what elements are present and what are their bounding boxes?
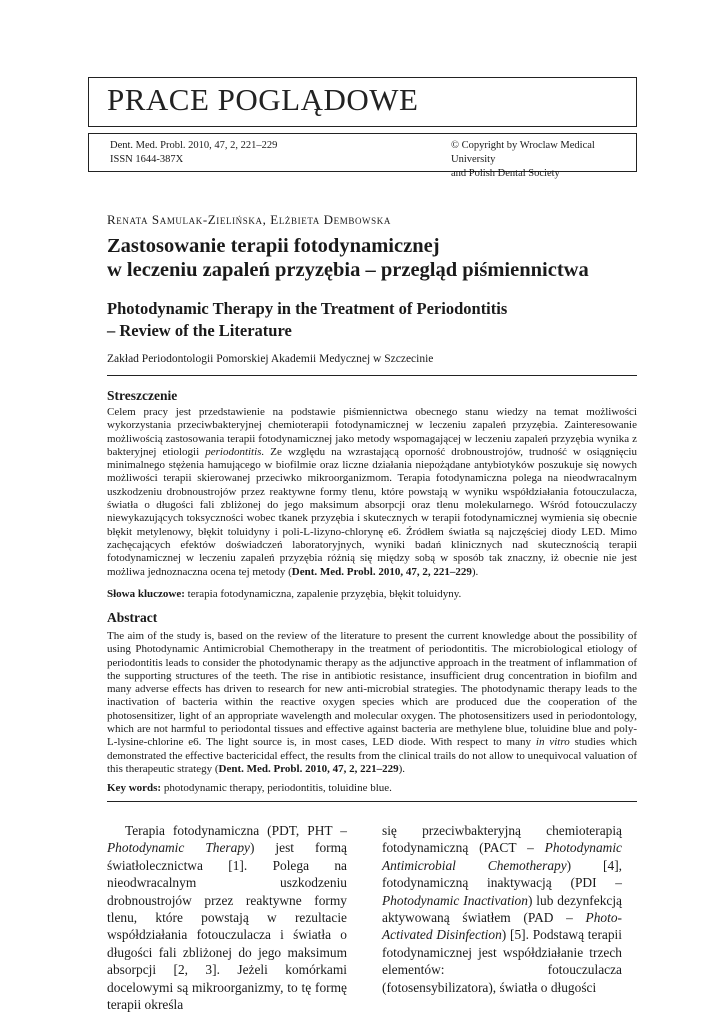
body-right-italic-2: Photodynamic Inactivation <box>382 892 528 908</box>
title-pl-line-1: Zastosowanie terapii fotodynamicznej <box>107 235 440 257</box>
abstract-end: ). <box>398 762 405 775</box>
streszczenie-text <box>107 406 637 579</box>
abstract-text <box>107 630 637 776</box>
article-title-polish <box>107 234 667 282</box>
title-en-line-2: – Review of the Literature <box>107 321 292 340</box>
copyright-info <box>451 139 636 181</box>
authors: Renata Samulak-Zielińska, Elżbieta Dembowska <box>107 212 391 227</box>
abstract-part-b: studies which demonstrated the effective bactericidal effect, the results from the clinical trails do not allow to unequivocal valuation of this therapeutic strategy ( <box>107 736 637 775</box>
section-title: PRACE POGLĄDOWE <box>107 82 419 117</box>
title-pl-line-2: w leczeniu zapaleń przyzębia – przegląd piśmiennictwa <box>107 259 589 281</box>
abstract-keywords <box>107 782 637 795</box>
copyright-line-2: and Polish Dental Society <box>451 168 560 179</box>
article-title-english <box>107 298 667 342</box>
body-right-italic-1: Photodynamic Antimicrobial Chemotherapy <box>382 840 622 873</box>
abstract-citation: Dent. Med. Probl. 2010, 47, 2, 221–229 <box>218 762 399 775</box>
streszczenie-italic: periodontitis. <box>205 445 265 458</box>
body-left-b: ) jest formą światłolecznictwa [1]. Polega na nieodwracalnym uszkodzeniu drobnoustrojów przez reaktywne formy tlenu, które powstają w rezultacie współdziałania fotouczulacza i światła o długości fali zbliżonej do jego maksimum absorpcji [2, 3]. Jeżeli komórkami docelowymi są mikroorganizmy, to tę formę terapii określa <box>107 840 347 1013</box>
body-right-d: ) [5]. Podstawą terapii fotodynamicznej jest współdziałanie trzech elementów: fotouczulacza (fotosensybilizatora), światła o długości <box>382 927 622 995</box>
body-right-c: ) lub dezynfekcją aktywowaną światłem (PAD – <box>382 892 622 926</box>
copyright-line-1: © Copyright by Wroclaw Medical University <box>451 140 595 165</box>
abstract-heading: Abstract <box>107 610 158 625</box>
issn: ISSN 1644-387X <box>110 154 184 165</box>
streszczenie-heading: Streszczenie <box>107 388 178 403</box>
keywords-label-pl: Słowa kluczowe: <box>107 588 185 600</box>
abstract-part-a: The aim of the study is, based on the review of the literature to present the current knowledge about the possibility of using Photodynamic Antimicrobial Chemotherapy in the treatment of periodontitis. The microbiological etiology of periodontitis leads to consider the photodynamic therapy as the adjunctive approach in the treatment of inflammation of the supporting structures of the teeth. The rise in antibiotic resistance, insufficient drug concentration in biofilm and many adverse effects has driven to research for new anti-microbial strategies. The photodynamic therapy leads to the inactivation of bacteria within the reactive oxygen species which are produced due the cooperation of the photosensitizer, light of an appropriate wavelength and molecular oxygen. The photosensitizers used in periodontology, which are not harmful to periodontal tissues and effective against bacteria are methylene blue, toluidine blue and poly-L-lysine-chlorine e6. The light source is, in most cases, LED diode. With respect to many <box>107 630 637 749</box>
keywords-pl: terapia fotodynamiczna, zapalenie przyzębia, błękit toluidyny. <box>184 588 462 600</box>
body-right-a: się przeciwbakteryjną chemioterapią fotodynamiczną (PACT – <box>382 823 622 856</box>
journal-citation: Dent. Med. Probl. 2010, 47, 2, 221–229 <box>110 140 278 151</box>
abstract-italic: in vitro <box>535 736 570 749</box>
streszczenie-end: ). <box>471 565 479 578</box>
citation-info <box>110 139 277 167</box>
publication-meta-box <box>88 133 637 179</box>
body-right-b: ) [4], fotodynamiczną inaktywacją (PDI – <box>382 857 622 891</box>
streszczenie-keywords <box>107 588 637 601</box>
streszczenie-part-a: Celem pracy jest przedstawienie na podstawie piśmiennictwa obecnego stanu wiedzy na temat możliwości wykorzystania przeciwbakteryjnej chemioterapii fotodynamicznej w leczeniu zapaleń przyzębia. Zainteresowanie możliwością zastosowania terapii fotodynamicznej jako metody wspomagającej w leczeniu zapaleń przyzębia wynika z bakteryjnej etiologii <box>107 406 637 458</box>
keywords-en: photodynamic therapy, periodontitis, toluidine blue. <box>161 782 392 794</box>
body-left-italic: Photodynamic Therapy <box>107 840 250 856</box>
body-column-left <box>107 822 347 1013</box>
divider-top <box>107 375 637 376</box>
body-column-right <box>382 822 622 996</box>
body-right-italic-3: Photo-Activated Disinfection <box>382 910 622 943</box>
affiliation: Zakład Periodontologii Pomorskiej Akademii Medycznej w Szczecinie <box>107 353 434 365</box>
keywords-label-en: Key words: <box>107 782 162 794</box>
divider-bottom <box>107 801 637 802</box>
section-header-box <box>88 77 637 127</box>
body-left-a: Terapia fotodynamiczna (PDT, PHT – <box>125 823 347 838</box>
streszczenie-citation: Dent. Med. Probl. 2010, 47, 2, 221–229 <box>291 565 472 578</box>
title-en-line-1: Photodynamic Therapy in the Treatment of Periodontitis <box>107 299 508 318</box>
streszczenie-part-b: Ze względu na wzrastającą oporność drobnoustrojów, trudność w osiągnięciu minimalnego stężenia hamującego w biofilmie oraz liczne działania niepożądane antybiotyków poszukuje się nowych możliwości terapii skierowanej przeciwko mikroorganizmom. Terapia fotodynamiczna polega na nieodwracalnym uszkodzeniu drobnoustrojów przez reaktywne formy tlenu, które powstają w wyniku współdziałania fotouczulacza, światła o długości fali zbliżonej do jego maksimum absorpcji oraz tlenu molekularnego. Wśród fotouczulaczy niewykazujących toksyczności wobec tkanek przyzębia i skutecznych w terapii fotodynamicznej wymienia się obecnie błękit metylenowy, błękit toluidyny i poli-L-lizyno-chlorynę e6. Źródłem światła są najczęściej diody LED. Mimo zachęcających efektów doświadczeń laboratoryjnych, wyniki badań klinicznych nad skutecznością terapii fotodynamicznej w leczeniu zapaleń przyzębia różnią się między sobą w sposób tak znaczny, iż obecnie nie jest możliwa jednoznaczna ocena tej metody ( <box>107 445 637 578</box>
